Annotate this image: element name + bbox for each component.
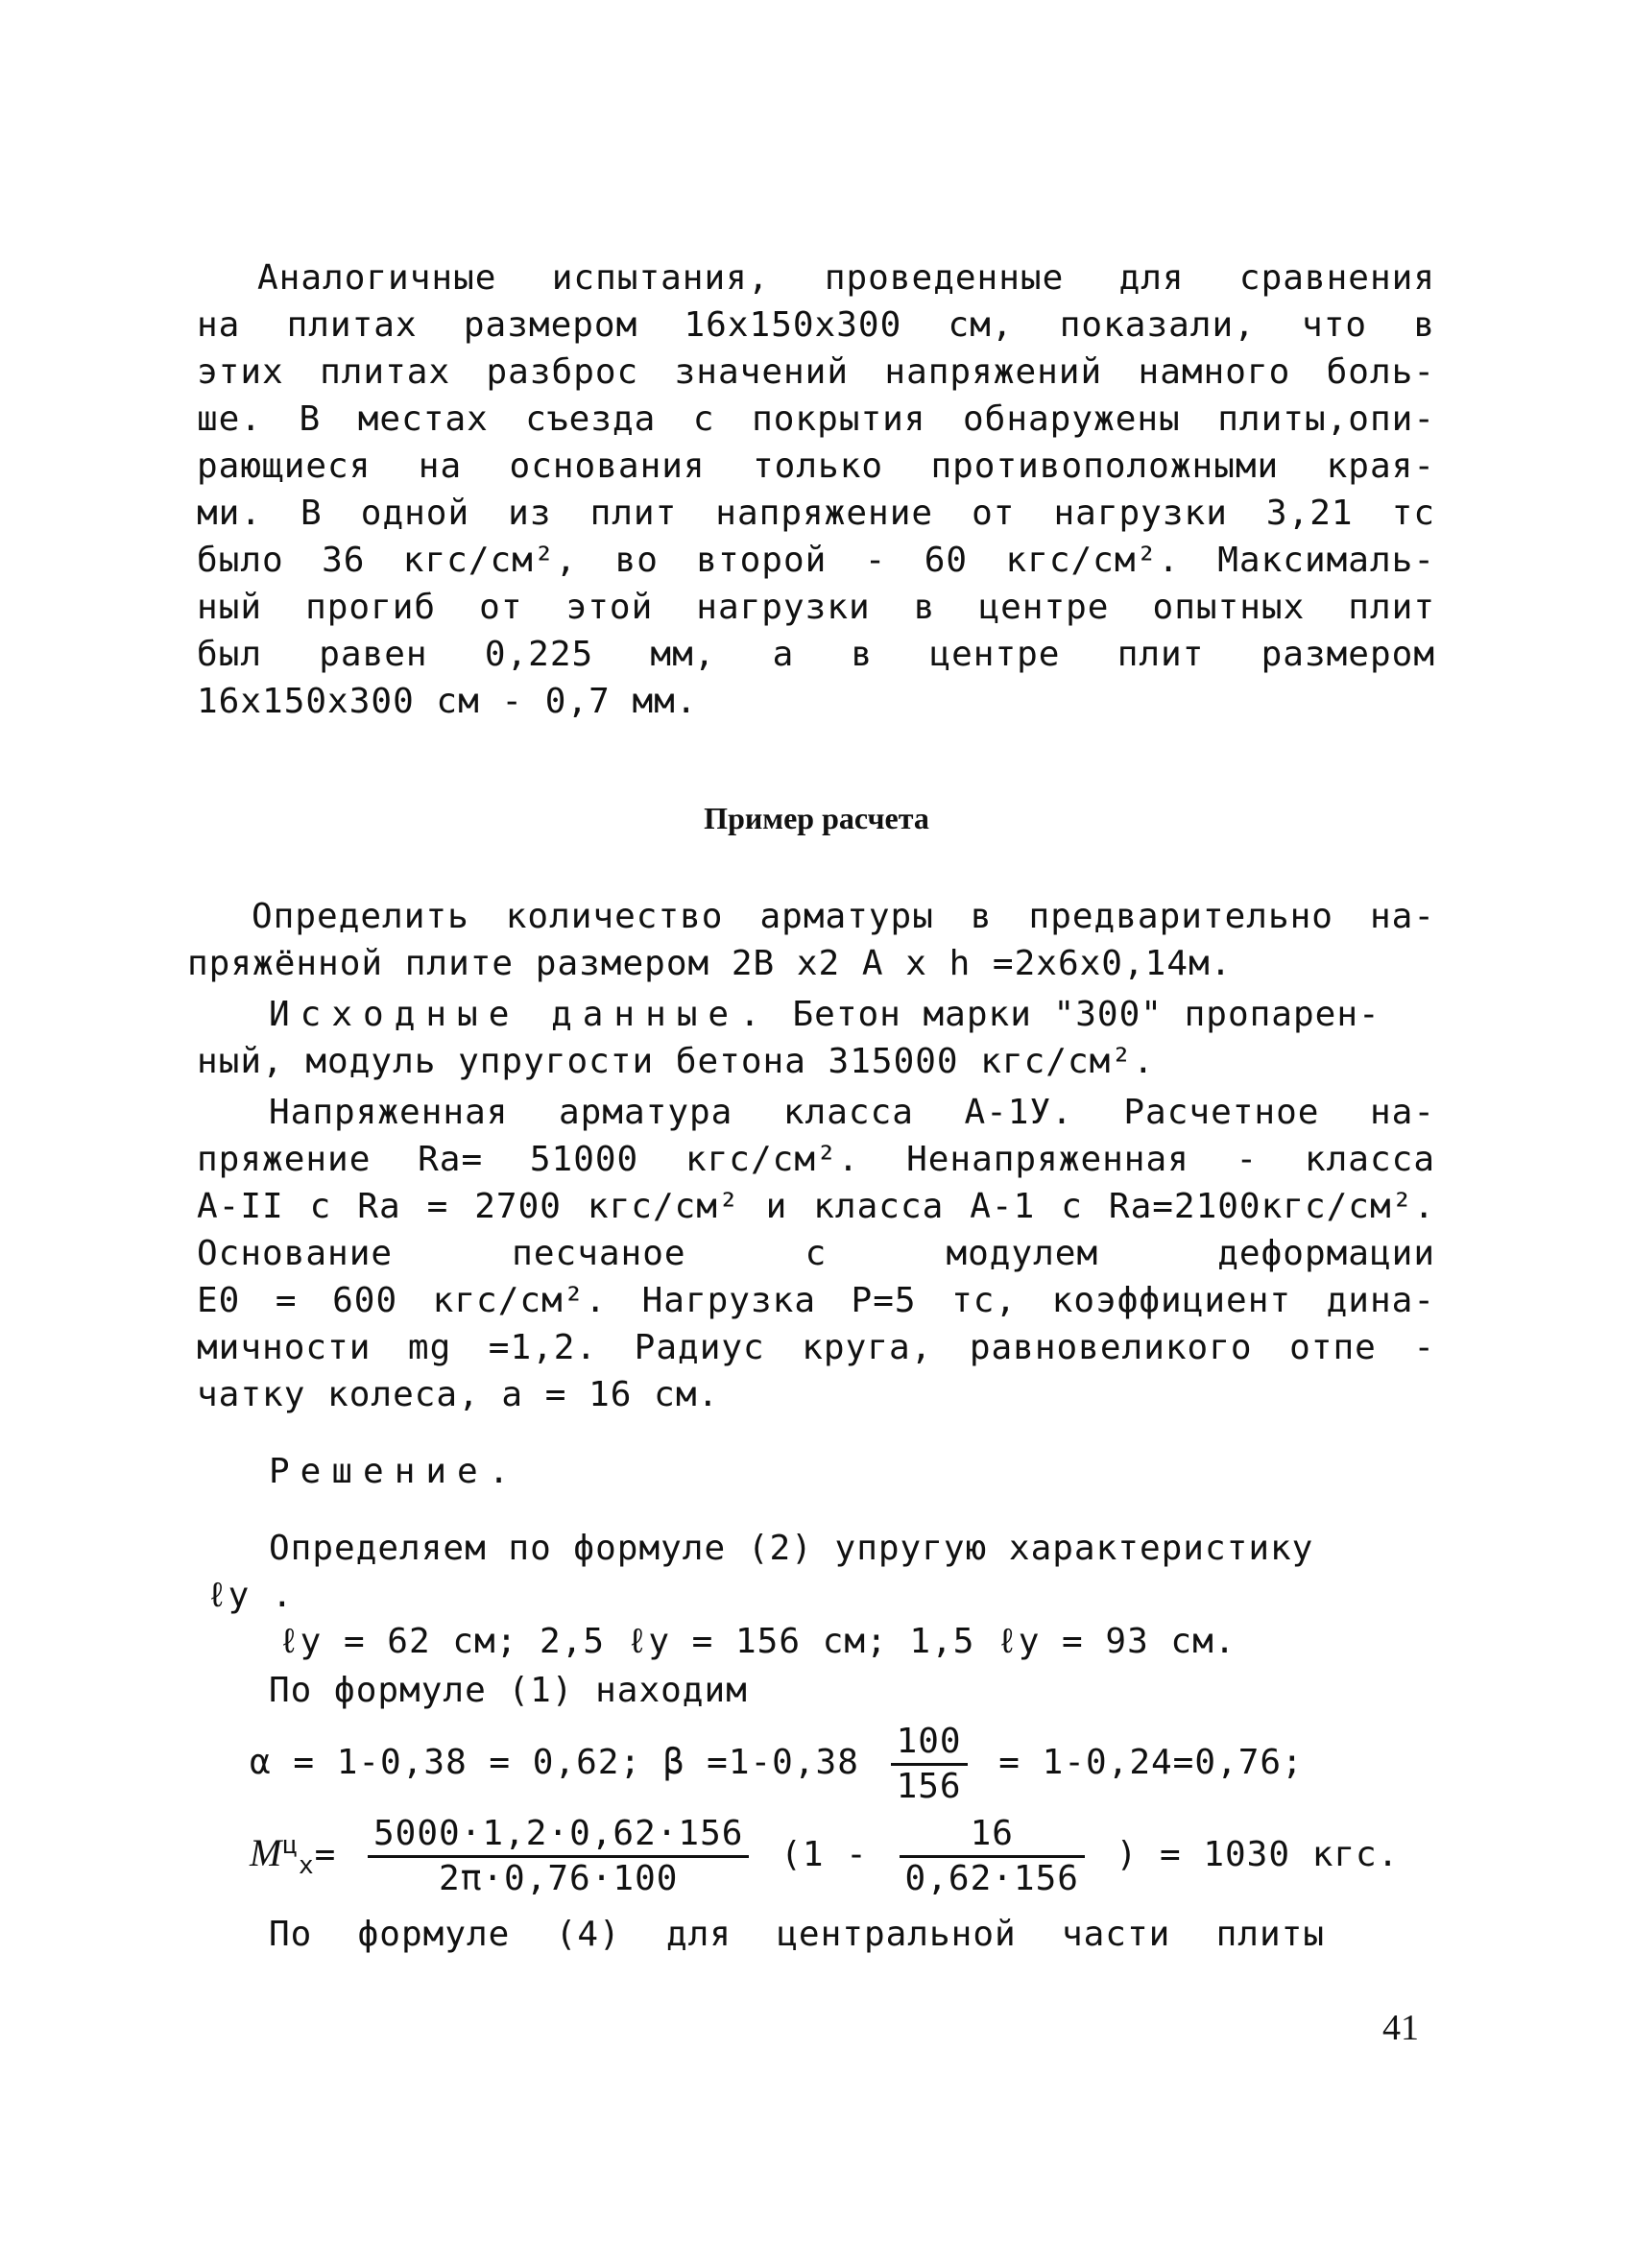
fraction-denominator: 2π·0,76·100 xyxy=(439,1858,679,1898)
text-line: А-II с Ra = 2700 кгс/см² и класса А-1 с Ra=2100кгс/см². xyxy=(197,1187,1435,1226)
text-line: По формуле (1) находим xyxy=(269,1671,748,1710)
text-line: E0 = 600 кгс/см². Нагрузка P=5 тс, коэффициент дина- xyxy=(197,1281,1435,1320)
text-line: на плитах размером 16x150x300 см, показали, что в xyxy=(197,305,1435,345)
text-line: мичности mg =1,2. Радиус круга, равновеликого отпе - xyxy=(197,1328,1435,1367)
moment-symbol: M xyxy=(250,1831,283,1874)
text-line: пряжённой плите размером 2В x2 А x h =2x6x0,14м. xyxy=(187,944,1233,983)
text-line: Основание песчаное с модулем деформации xyxy=(197,1234,1435,1273)
text-line: По формуле (4) для центральной части плиты xyxy=(269,1915,1325,1954)
formula-text: α = 1-0,38 = 0,62; β =1-0,38 xyxy=(250,1743,859,1782)
text-line: ше. В местах съезда с покрытия обнаружены плиты,опи- xyxy=(197,399,1435,439)
text-line: Напряженная арматура класса А-1У. Расчетное на- xyxy=(269,1093,1435,1132)
text-line: Аналогичные испытания, проведенные для сравнения xyxy=(257,258,1435,298)
formula-text: ) = 1030 кгс. xyxy=(1116,1835,1400,1874)
text-line: ℓy = 62 см; 2,5 ℓy = 156 см; 1,5 ℓy = 93 см. xyxy=(278,1622,1237,1661)
text-line: 16x150x300 см - 0,7 мм. xyxy=(197,682,698,721)
formula-alpha-beta xyxy=(250,1719,1488,1808)
text-line xyxy=(269,991,1435,1038)
text-line: был равен 0,225 мм, а в центре плит размером xyxy=(197,635,1435,674)
fraction-denominator: 156 xyxy=(896,1766,962,1806)
formula-text: = 1-0,24=0,76; xyxy=(998,1743,1304,1782)
text-line: ми. В одной из плит напряжение от нагрузки 3,21 тс xyxy=(197,494,1435,533)
fraction xyxy=(891,1721,968,1808)
fraction-numerator: 16 xyxy=(900,1813,1085,1858)
fraction-numerator: 100 xyxy=(891,1721,968,1766)
text-line: ℓy . xyxy=(206,1576,294,1615)
text-span: Бетон марки "300" пропарен- xyxy=(792,995,1381,1034)
text-line: Определяем по формуле (2) упругую характеристику xyxy=(269,1529,1314,1568)
fraction xyxy=(900,1813,1085,1900)
page-number: 41 xyxy=(1382,2008,1419,2048)
text-line: ный прогиб от этой нагрузки в центре опытных плит xyxy=(197,588,1435,627)
text-line: этих плитах разброс значений напряжений намного боль- xyxy=(197,352,1435,392)
text-line: Определить количество арматуры в предварительно на- xyxy=(252,897,1435,936)
moment-superscript: ц xyxy=(282,1831,299,1860)
initial-data-label: Исходные данные. xyxy=(269,995,771,1034)
fraction-denominator: 0,62·156 xyxy=(904,1858,1079,1898)
fraction-numerator: 5000·1,2·0,62·156 xyxy=(368,1813,749,1858)
text-line: пряжение Ra= 51000 кгс/см². Ненапряженная - класса xyxy=(197,1140,1435,1179)
text-line: было 36 кгс/см², во второй - 60 кгс/см². Максималь- xyxy=(197,541,1435,580)
text-line: рающиеся на основания только противоположными края- xyxy=(197,446,1435,486)
formula-text: (1 - xyxy=(780,1835,868,1874)
solution-label: Решение. xyxy=(269,1452,520,1491)
formula-moment: $M^ц_x=$ $\frac{5000\cdot 1,2\cdot 0,62\cdot 156}{2\pi\cdot 0,76\cdot 100}$ (1 - $\frac{16}{0,62\cdot 156}$ ) = 1030 кгс. xyxy=(250,1813,1400,1898)
fraction xyxy=(368,1813,749,1900)
text-line: ный, модуль упругости бетона 315000 кгс/см². xyxy=(197,1042,1155,1081)
section-heading: Пример расчета xyxy=(704,801,929,835)
text-line: чатку колеса, a = 16 см. xyxy=(197,1375,720,1414)
moment-subscript: x xyxy=(298,1851,315,1881)
